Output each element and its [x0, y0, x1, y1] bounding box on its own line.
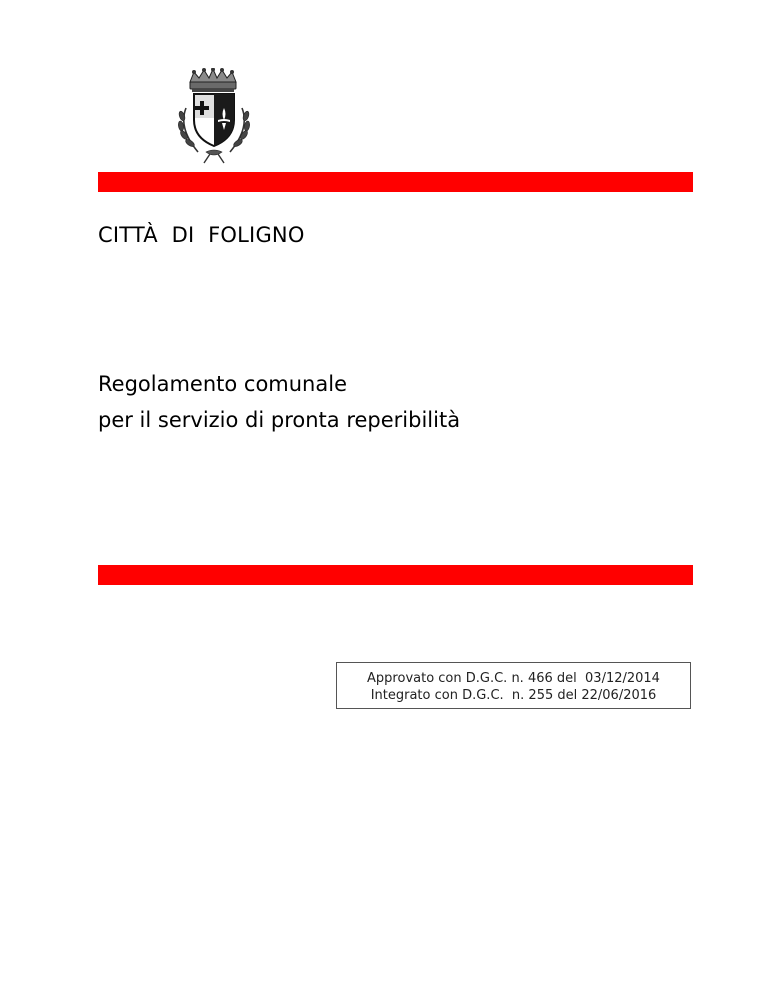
red-divider-band-bottom — [98, 565, 693, 585]
approval-line: Approvato con D.G.C. n. 466 del 03/12/2014 — [367, 671, 660, 686]
city-name-heading: CITTÀ DI FOLIGNO — [98, 223, 305, 247]
city-coat-of-arms-icon — [168, 68, 268, 168]
integration-line: Integrato con D.G.C. n. 255 del 22/06/2016 — [370, 688, 657, 703]
crown-icon — [190, 68, 236, 92]
shield-icon — [194, 94, 234, 146]
approval-note-box — [336, 662, 691, 709]
document-title-line-2: per il servizio di pronta reperibilità — [98, 408, 461, 432]
red-divider-band-top — [98, 172, 693, 192]
document-title — [98, 366, 460, 438]
document-title-line-1: Regolamento comunale — [98, 372, 347, 396]
